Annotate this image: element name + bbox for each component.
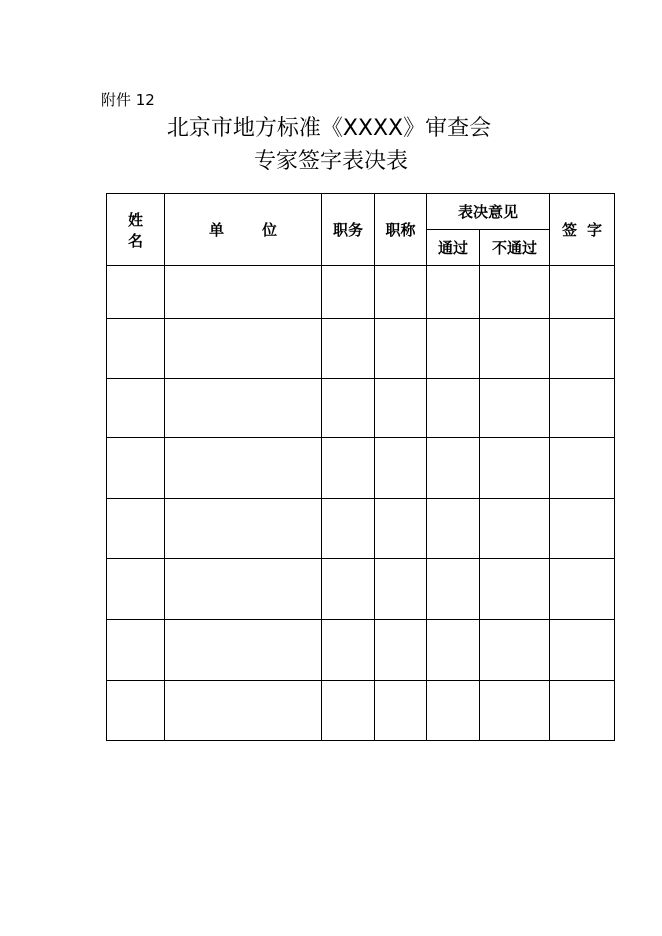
table-row [107, 266, 615, 319]
cell-signature[interactable] [550, 620, 615, 681]
cell-pass[interactable] [427, 681, 480, 741]
document-title [0, 114, 662, 144]
cell-unit[interactable] [165, 266, 322, 319]
cell-pass[interactable] [427, 319, 480, 379]
cell-pass[interactable] [427, 499, 480, 559]
cell-pass[interactable] [427, 620, 480, 681]
cell-signature[interactable] [550, 266, 615, 319]
cell-position[interactable] [322, 681, 375, 741]
header-position: 职务 [322, 194, 375, 266]
cell-professional-title[interactable] [375, 620, 427, 681]
cell-pass[interactable] [427, 559, 480, 620]
cell-unit[interactable] [165, 559, 322, 620]
table-row [107, 559, 615, 620]
cell-unit[interactable] [165, 681, 322, 741]
cell-name[interactable] [107, 266, 165, 319]
cell-unit[interactable] [165, 379, 322, 438]
cell-signature[interactable] [550, 499, 615, 559]
document-subtitle: 专家签字表决表 [253, 149, 408, 174]
cell-professional-title[interactable] [375, 379, 427, 438]
table-row [107, 681, 615, 741]
cell-unit[interactable] [165, 319, 322, 379]
cell-pass[interactable] [427, 266, 480, 319]
cell-signature[interactable] [550, 559, 615, 620]
cell-professional-title[interactable] [375, 266, 427, 319]
cell-signature[interactable] [550, 379, 615, 438]
header-professional-title: 职称 [375, 194, 427, 266]
cell-fail[interactable] [480, 266, 550, 319]
cell-unit[interactable] [165, 620, 322, 681]
cell-professional-title[interactable] [375, 681, 427, 741]
header-unit: 单位 [165, 194, 322, 266]
cell-signature[interactable] [550, 319, 615, 379]
cell-professional-title[interactable] [375, 499, 427, 559]
signature-vote-table [106, 193, 615, 741]
cell-professional-title[interactable] [375, 438, 427, 499]
table-row [107, 319, 615, 379]
cell-position[interactable] [322, 319, 375, 379]
cell-name[interactable] [107, 379, 165, 438]
cell-position[interactable] [322, 620, 375, 681]
header-signature: 签字 [550, 194, 615, 266]
cell-name[interactable] [107, 681, 165, 741]
cell-name[interactable] [107, 559, 165, 620]
table-row [107, 379, 615, 438]
cell-position[interactable] [322, 499, 375, 559]
cell-fail[interactable] [480, 620, 550, 681]
cell-unit[interactable] [165, 499, 322, 559]
cell-name[interactable] [107, 438, 165, 499]
header-name: 姓名 [107, 194, 165, 266]
cell-signature[interactable] [550, 681, 615, 741]
header-fail: 不通过 [480, 230, 550, 266]
cell-position[interactable] [322, 379, 375, 438]
cell-signature[interactable] [550, 438, 615, 499]
cell-fail[interactable] [480, 499, 550, 559]
cell-pass[interactable] [427, 379, 480, 438]
cell-name[interactable] [107, 620, 165, 681]
table-row [107, 620, 615, 681]
table-row [107, 499, 615, 559]
cell-professional-title[interactable] [375, 319, 427, 379]
attachment-label: 附件 12 [101, 91, 155, 109]
cell-name[interactable] [107, 319, 165, 379]
cell-fail[interactable] [480, 379, 550, 438]
cell-position[interactable] [322, 559, 375, 620]
cell-pass[interactable] [427, 438, 480, 499]
cell-position[interactable] [322, 266, 375, 319]
cell-fail[interactable] [480, 681, 550, 741]
header-pass: 通过 [427, 230, 480, 266]
cell-position[interactable] [322, 438, 375, 499]
title-line-1: 北京市地方标准《XXXX》审查会 [166, 116, 492, 141]
cell-professional-title[interactable] [375, 559, 427, 620]
cell-fail[interactable] [480, 559, 550, 620]
cell-fail[interactable] [480, 438, 550, 499]
header-vote: 表决意见 [427, 194, 550, 230]
cell-fail[interactable] [480, 319, 550, 379]
cell-unit[interactable] [165, 438, 322, 499]
table-row [107, 438, 615, 499]
cell-name[interactable] [107, 499, 165, 559]
